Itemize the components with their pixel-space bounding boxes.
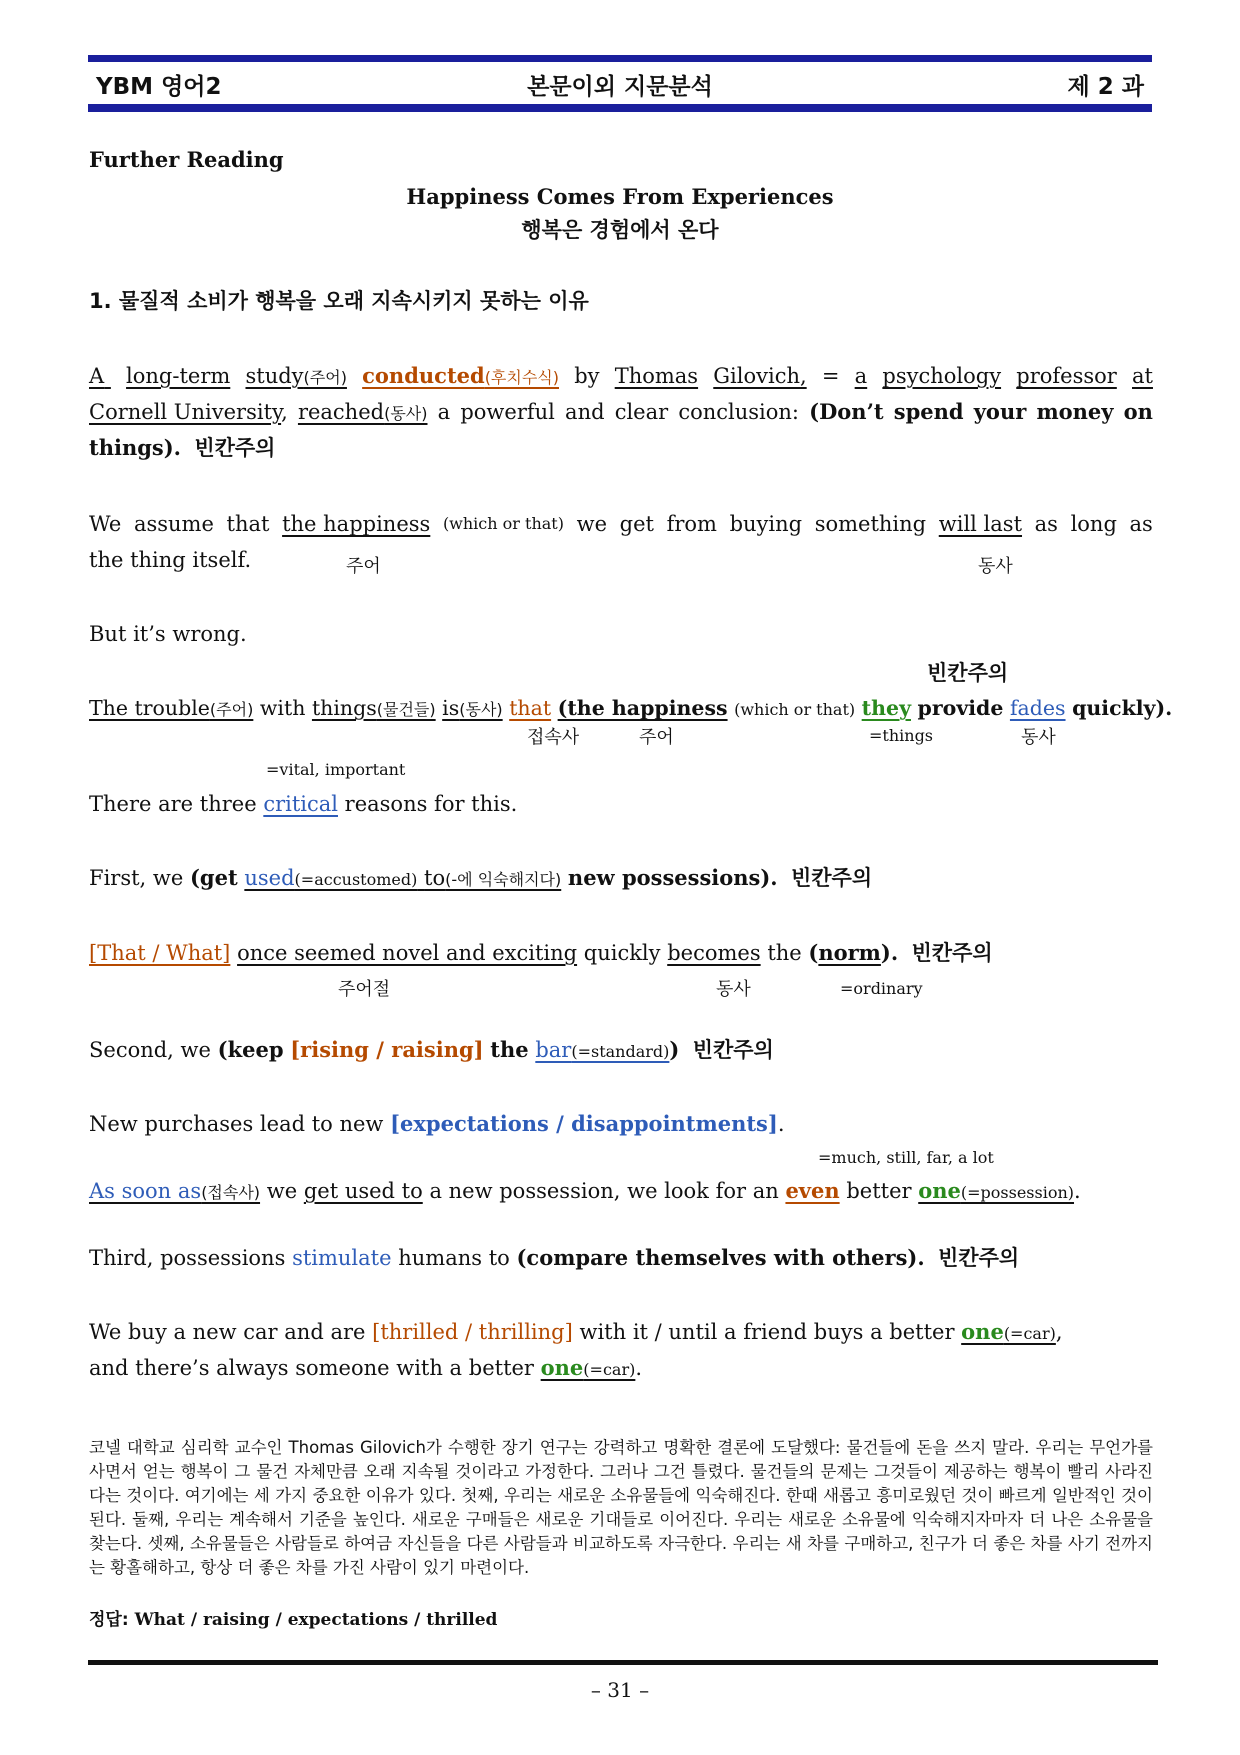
word: as (1129, 512, 1153, 536)
word: First, we (89, 866, 184, 890)
word: and (565, 400, 605, 424)
header-bottom-rule (88, 104, 1152, 112)
answer-label: 정답: (89, 1610, 129, 1630)
word: better (846, 1179, 912, 1203)
word: buying (729, 512, 803, 536)
header-title: 본문이외 지문분석 (527, 74, 713, 100)
word-highlight: [expectations / disappointments] (390, 1111, 778, 1136)
title-english: Happiness Comes From Experiences (406, 184, 834, 209)
word-highlight: fades (1009, 696, 1066, 720)
word: by (574, 364, 600, 388)
word: (the happiness (557, 696, 728, 720)
word: a (437, 400, 451, 424)
section-heading (89, 287, 589, 315)
word: , (1055, 1320, 1063, 1344)
phrase: get used to (303, 1179, 423, 1203)
word: that (226, 512, 270, 536)
answer-text: What / raising / expectations / thrilled (134, 1610, 498, 1630)
section-label: Further Reading (89, 147, 284, 172)
word: spend (893, 399, 964, 424)
word: professor (1016, 364, 1117, 388)
header-lesson: 제 2 과 (1067, 74, 1144, 100)
word: . (1074, 1179, 1081, 1203)
word: things). (89, 435, 181, 460)
word: The trouble(주어) (89, 696, 254, 720)
phrase: with it / until a friend buys a better (579, 1320, 955, 1344)
word: a (854, 364, 868, 388)
blank-note: 빈칸주의 (194, 436, 276, 460)
p1-line-2 (89, 398, 1153, 428)
note-verb: 동사 (1021, 727, 1056, 748)
word: long-term (126, 364, 231, 388)
answer-key (89, 1605, 497, 1630)
word: one(=car) (961, 1319, 1056, 1344)
note-subject: 주어 (639, 727, 674, 748)
p11 (89, 1244, 1019, 1272)
word: one(=possession) (918, 1178, 1075, 1203)
word: (which or that) (442, 514, 564, 533)
word: quickly). (1072, 696, 1173, 720)
word: will last (938, 512, 1023, 536)
header-textbook: YBM 영어2 (96, 74, 222, 100)
word: study(주어) (245, 364, 347, 388)
word: We (89, 512, 122, 536)
word: Cornell University, (89, 400, 288, 424)
word-highlight: [rising / raising] (290, 1037, 484, 1062)
korean-translation: 코넬 대학교 심리학 교수인 Thomas Gilovich가 수행한 장기 연구는 강력하고 명확한 결론에 도달했다: 물건들에 돈을 쓰지 말라. 우리는 무언가를 사면서 얻는 행복이 그 물건 자체만큼 오래 지속될 것이라고 가정한다. 그러나 그건 틀렸다. 물건들의 문제는 그것들이 제공하는 행복이 빨리 사라진다는 것이다. 여기에는 세 가지 중요한 이유가 있다. 첫째, 우리는 새로운 소유물들에 익숙해진다. 한때 새롭고 흥미로웠던 것이 빠르게 일반적인 것이 된다. 둘째, 우리는 계속해서 기준을 높인다. 새로운 구매들은 새로운 기대들로 이어진다. 우리는 새로운 소유물에 익숙해지자마자 더 나은 소유물을 찾는다. 셋째, 소유물들은 사람들로 하여금 자신들을 다른 사람들과 비교하도록 자극한다. 우리는 새 차를 구매하고, 친구가 더 좋은 차를 사기 전까지는 황홀해하고, 항상 더 좋은 차를 가진 사람이 있기 마련이다. (89, 1438, 1153, 1577)
word: conclusion: (678, 400, 799, 424)
word: from (666, 512, 717, 536)
phrase: and there’s always someone with a better (89, 1356, 534, 1380)
note-verb: 동사 (978, 556, 1013, 577)
p1-subject: A (89, 364, 105, 388)
word: reasons for this. (344, 792, 518, 816)
word: we (576, 512, 607, 536)
note-synonym: =much, still, far, a lot (818, 1148, 994, 1167)
p7 (89, 939, 993, 967)
phrase: used(=accustomed) to(-에 익숙해지다) (244, 866, 562, 890)
word: (get (189, 865, 238, 890)
p9 (89, 1110, 785, 1138)
word: = (821, 364, 840, 388)
phrase: (compare themselves with others). (516, 1245, 925, 1270)
p2-line-2: the thing itself. (89, 548, 252, 572)
word: (Don’t (809, 399, 884, 424)
p12-line-1 (89, 1318, 1063, 1348)
note-conjunction: 접속사 (527, 727, 580, 748)
phrase: once seemed novel and exciting (237, 941, 578, 965)
title-korean: 행복은 경험에서 온다 (521, 218, 719, 242)
word: . (635, 1356, 643, 1380)
word-highlight: [That / What] (89, 941, 231, 965)
note-synonym: =ordinary (840, 979, 923, 998)
word: we (266, 1179, 298, 1203)
p12-line-2 (89, 1354, 642, 1384)
p8 (89, 1036, 774, 1066)
p3: But it’s wrong. (89, 622, 247, 646)
word: money (1036, 399, 1114, 424)
word: becomes (667, 941, 761, 965)
word: get (619, 512, 654, 536)
word: humans to (398, 1246, 510, 1270)
word: quickly (583, 941, 661, 965)
footer-rule (88, 1660, 1158, 1665)
note-things: =things (869, 726, 934, 745)
word: psychology (882, 364, 1002, 388)
word: the (490, 1037, 529, 1062)
phrase: We buy a new car and are (89, 1320, 366, 1344)
page-number: – 31 – (590, 1678, 650, 1702)
word: assume (133, 512, 214, 536)
section-heading-text: 1. 물질적 소비가 행복을 오래 지속시키지 못하는 이유 (89, 289, 589, 313)
note-subject-clause: 주어절 (338, 979, 391, 1000)
word: one(=car) (540, 1355, 636, 1380)
word: the happiness (282, 512, 431, 536)
p2-line-1 (89, 510, 1153, 538)
header-top-rule (88, 55, 1152, 62)
word-highlight: bar(=standard) (535, 1038, 670, 1062)
note-subject: 주어 (346, 556, 381, 577)
word: with (259, 696, 306, 720)
blank-note: 빈칸주의 (790, 866, 873, 890)
p4-line (89, 694, 1172, 724)
blank-note: 빈칸주의 (938, 1246, 1020, 1270)
word: long (1070, 512, 1117, 536)
word-highlight: even (785, 1178, 840, 1203)
word: Gilovich, (713, 364, 807, 388)
word: . (777, 1112, 785, 1136)
word: As soon as(접속사) (89, 1179, 261, 1203)
word-highlight: [thrilled / thrilling] (372, 1320, 573, 1344)
p6 (89, 864, 872, 894)
word: clear (614, 400, 669, 424)
word: powerful (460, 400, 555, 424)
word: (keep (217, 1037, 284, 1062)
word: is(동사) (442, 696, 503, 720)
word: There are three (89, 792, 257, 816)
note-verb: 동사 (716, 979, 751, 1000)
blank-note: 빈칸주의 (927, 661, 1009, 685)
word: things(물건들) (311, 696, 436, 720)
word: something (814, 512, 927, 536)
word-highlight: that (509, 696, 552, 720)
p5 (89, 790, 517, 818)
phrase: a new possession, we look for an (429, 1179, 779, 1203)
note-synonym: =vital, important (266, 760, 406, 779)
word: on (1123, 399, 1153, 424)
word-highlight: critical (263, 792, 338, 816)
word: Second, we (89, 1038, 211, 1062)
word: at (1132, 364, 1153, 388)
word-highlight: they (861, 696, 911, 720)
word: the (767, 941, 802, 965)
word: (norm). (808, 940, 899, 965)
word-highlight: stimulate (292, 1246, 392, 1270)
word-highlight: conducted(후치수식) (362, 363, 559, 388)
p1-line-1 (89, 362, 1153, 392)
word: as (1034, 512, 1058, 536)
word: Third, possessions (89, 1246, 286, 1270)
word: bar(=standard)) (535, 1037, 680, 1062)
word: your (973, 399, 1027, 424)
p10 (89, 1177, 1081, 1207)
word: (which or that) (734, 700, 856, 719)
word: New purchases lead to new (89, 1112, 384, 1136)
blank-note: 빈칸주의 (911, 941, 993, 965)
word: new possessions). (567, 865, 778, 890)
p1-line-3 (89, 434, 275, 462)
word: Thomas (614, 364, 699, 388)
blank-note: 빈칸주의 (692, 1038, 774, 1062)
word: reached(동사) (297, 400, 428, 424)
word: provide (917, 696, 1004, 720)
